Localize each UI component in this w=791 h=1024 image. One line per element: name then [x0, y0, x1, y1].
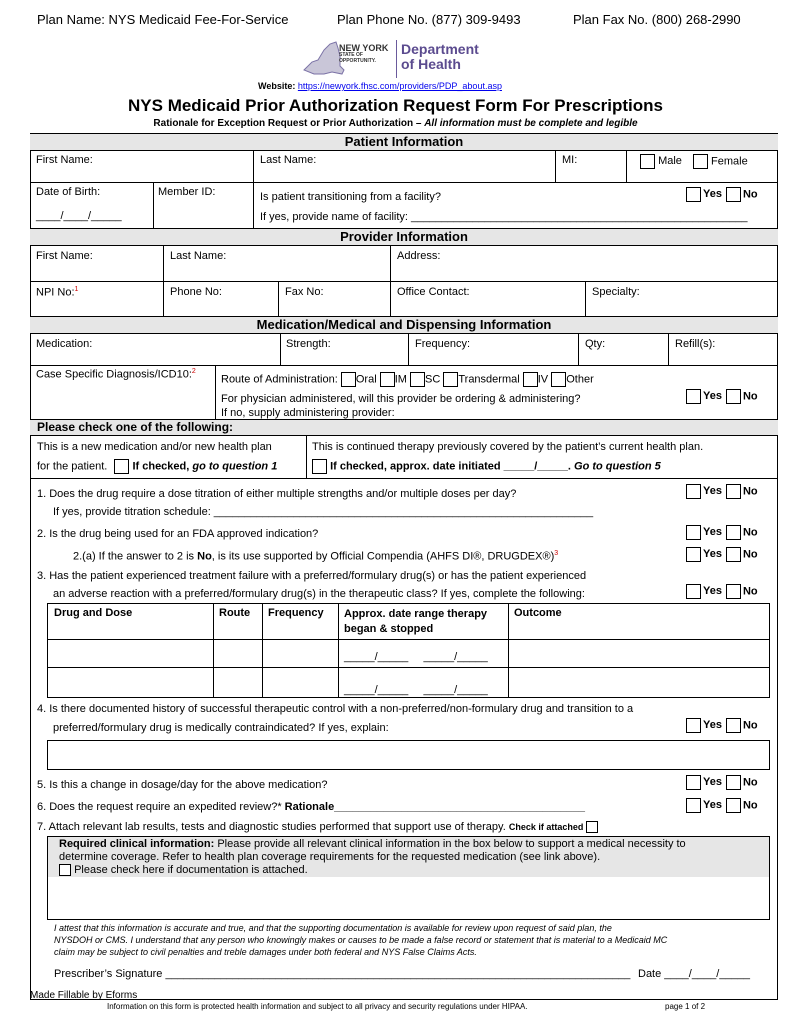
route-transdermal-checkbox[interactable]: [443, 372, 458, 387]
physician-no-checkbox[interactable]: [726, 389, 741, 404]
route-sc-checkbox[interactable]: [410, 372, 425, 387]
physician-yes-no: Yes No: [686, 389, 758, 404]
form-title: NYS Medicaid Prior Authorization Request Form For Prescriptions: [128, 96, 663, 115]
provider-fax-label: Fax No:: [285, 286, 324, 298]
q1-yes-no: Yes No: [686, 484, 758, 499]
attest-line-1: I attest that this information is accurate and true, and that the supporting documentation is available for review upon request of said plan, the: [54, 923, 612, 933]
q3-yes-checkbox[interactable]: [686, 584, 701, 599]
clinical-line-1: Required clinical information: Please provide all relevant clinical information in the box below to support a medical necessity to: [59, 838, 686, 850]
provider-phone-label: Phone No:: [170, 286, 222, 298]
q4-no-checkbox[interactable]: [726, 718, 741, 733]
plan-name: Plan Name: NYS Medicaid Fee-For-Service: [37, 12, 289, 27]
provider-first-name-label: First Name:: [36, 250, 93, 262]
patient-section-header: Patient Information: [30, 133, 778, 151]
medication-section-header: Medication/Medical and Dispensing Information: [30, 316, 778, 334]
continued-therapy-text: This is continued therapy previously covered by the patient’s current health plan.: [312, 441, 704, 453]
qty-label: Qty:: [585, 338, 606, 350]
made-fillable-note: Made Fillable by Eforms: [30, 990, 138, 1001]
route-other-checkbox[interactable]: [551, 372, 566, 387]
route-iv-checkbox[interactable]: [523, 372, 538, 387]
q2a-yes-no: Yes No: [686, 547, 758, 562]
question-2: 2. Is the drug being used for an FDA approved indication?: [37, 528, 319, 540]
member-id-label: Member ID:: [158, 186, 216, 198]
strength-label: Strength:: [286, 338, 331, 350]
q2a-yes-checkbox[interactable]: [686, 547, 701, 562]
clinical-line-2: determine coverage. Refer to health plan coverage requirements for the requested medication (see link above).: [59, 851, 601, 863]
patient-last-name-label: Last Name:: [260, 154, 317, 166]
route-row: Route of Administration: Oral IM SC Transdermal IV Other: [221, 373, 594, 386]
q1-no-checkbox[interactable]: [726, 484, 741, 499]
medication-label: Medication:: [36, 338, 93, 350]
question-4-line2: preferred/formulary drug is medically contraindicated? If yes, explain:: [53, 722, 389, 734]
col-route: Route: [219, 607, 251, 619]
signature-date-field[interactable]: Date ____/____/_____: [638, 968, 750, 980]
provider-address-label: Address:: [397, 250, 441, 262]
physician-yes-checkbox[interactable]: [686, 389, 701, 404]
frequency-label: Frequency:: [415, 338, 471, 350]
new-medication-text: This is a new medication and/or new health plan: [37, 441, 272, 453]
clinical-check-row: Please check here if documentation is attached.: [59, 864, 308, 876]
patient-first-name-label: First Name:: [36, 154, 93, 166]
question-7: 7. Attach relevant lab results, tests and diagnostic studies performed that support use of therapy. Check if attached: [37, 821, 598, 833]
plan-fax: Plan Fax No. (800) 268-2990: [573, 12, 741, 27]
clinical-info-textarea[interactable]: [48, 878, 769, 919]
transition-yes-checkbox[interactable]: [686, 187, 701, 202]
provider-last-name-label: Last Name:: [170, 250, 227, 262]
q6-yes-checkbox[interactable]: [686, 798, 701, 813]
q5-yes-no: Yes No: [686, 775, 758, 790]
documentation-attached-checkbox[interactable]: [59, 864, 71, 876]
specialty-label: Specialty:: [592, 286, 640, 298]
transition-no-checkbox[interactable]: [726, 187, 741, 202]
rationale-field[interactable]: Rationale_________________________________________: [284, 801, 586, 813]
question-6: 6. Does the request require an expedited review?* Rationale_________________________________________: [37, 801, 586, 813]
new-medication-row: for the patient. If checked, go to question 1: [37, 460, 278, 473]
titration-schedule-field[interactable]: If yes, provide titration schedule: ______________________________________________________________: [53, 506, 594, 518]
transition-question: Is patient transitioning from a facility?: [260, 191, 441, 203]
q2-no-checkbox[interactable]: [726, 525, 741, 540]
check-one-heading: Please check one of the following:: [37, 420, 234, 434]
new-medication-checkbox[interactable]: [114, 459, 129, 474]
q2-yes-no: Yes No: [686, 525, 758, 540]
continued-therapy-row: If checked, approx. date initiated _____/_____. Go to question 5: [312, 459, 661, 474]
office-contact-label: Office Contact:: [397, 286, 470, 298]
col-frequency: Frequency: [268, 607, 324, 619]
website-line: Website: https://newyork.fhsc.com/providers/PDP_about.asp: [258, 81, 502, 91]
ny-logo-text: NEW YORK STATE OF OPPORTUNITY.: [339, 43, 389, 64]
table-row-1-dates[interactable]: _____/_____ _____/_____: [344, 651, 488, 663]
q4-yes-no: Yes No: [686, 718, 758, 733]
col-drug-dose: Drug and Dose: [54, 607, 133, 619]
diagnosis-label: Case Specific Diagnosis/ICD10:$^2$: [36, 368, 196, 381]
nys-doh-logo: [302, 38, 492, 80]
facility-name-field[interactable]: If yes, provide name of facility: _______________________________________________________: [260, 211, 748, 223]
refills-label: Refill(s):: [675, 338, 716, 350]
npi-label: NPI No:$^1$: [36, 286, 79, 299]
question-1: 1. Does the drug require a dose titration of either multiple strengths and/or multiple doses per day?: [37, 488, 517, 500]
provider-section-header: Provider Information: [30, 228, 778, 246]
q7-attached-checkbox[interactable]: [586, 821, 598, 833]
route-label: Route of Administration:: [221, 373, 338, 386]
q6-no-checkbox[interactable]: [726, 798, 741, 813]
male-label: Male: [658, 155, 682, 168]
col-outcome: Outcome: [514, 607, 562, 619]
physician-admin-question: For physician administered, will this provider be ordering & administering?: [221, 393, 581, 405]
continued-therapy-checkbox[interactable]: [312, 459, 327, 474]
hipaa-notice: Information on this form is protected health information and subject to all privacy and security regulations under HIPAA.: [107, 1002, 528, 1011]
attest-line-2: NYSDOH or CMS. I understand that any person who knowingly makes or causes to be made a false record or statement that is material to a Medicaid MC: [54, 935, 668, 945]
question-4-line1: 4. Is there documented history of successful therapeutic control with a non-preferred/non-formulary drug and transition to a: [37, 703, 634, 715]
q3-no-checkbox[interactable]: [726, 584, 741, 599]
form-subtitle: Rationale for Exception Request or Prior Authorization – All information must be complete and legible: [153, 118, 638, 129]
dob-field[interactable]: ____/____/_____: [36, 210, 122, 222]
admin-provider-field[interactable]: If no, supply administering provider:: [221, 407, 395, 419]
q3-yes-no: Yes No: [686, 584, 758, 599]
col-date-range: Approx. date range therapy began & stopped: [344, 608, 488, 635]
question-2a: 2.(a) If the answer to 2 is No, is its use supported by Official Compendia (AHFS DI®, DRUGDEX®)$^3$: [73, 550, 559, 563]
male-checkbox[interactable]: [640, 154, 655, 169]
question-5: 5. Is this a change in dosage/day for the above medication?: [37, 779, 328, 791]
patient-mi-label: MI:: [562, 154, 578, 166]
female-label: Female: [711, 155, 748, 168]
female-checkbox[interactable]: [693, 154, 708, 169]
q5-yes-checkbox[interactable]: [686, 775, 701, 790]
page-number: page 1 of 2: [665, 1002, 706, 1011]
website-link[interactable]: https://newyork.fhsc.com/providers/PDP_about.asp: [297, 81, 502, 91]
q5-no-checkbox[interactable]: [726, 775, 741, 790]
attest-line-3: claim may be subject to civil penalties and treble damages under both federal and NYS False Claims Acts.: [54, 947, 477, 957]
q4-yes-checkbox[interactable]: [686, 718, 701, 733]
route-im-checkbox[interactable]: [380, 372, 395, 387]
table-row-2-dates[interactable]: _____/_____ _____/_____: [344, 684, 488, 696]
plan-phone: Plan Phone No. (877) 309-9493: [337, 12, 521, 27]
logo-divider: [396, 40, 397, 78]
q2-yes-checkbox[interactable]: [686, 525, 701, 540]
question-3-line2: an adverse reaction with a preferred/formulary drug(s) in the therapeutic class? If yes, complete the following:: [53, 588, 585, 600]
dept-of-health-text: Department of Health: [401, 41, 479, 72]
q4-explain-textarea[interactable]: [47, 740, 770, 770]
q1-yes-checkbox[interactable]: [686, 484, 701, 499]
prescriber-signature-field[interactable]: Prescriber’s Signature ____________________________________________________________________________: [54, 968, 631, 980]
q2a-no-checkbox[interactable]: [726, 547, 741, 562]
transition-yes-no: Yes No: [686, 187, 758, 202]
route-oral-checkbox[interactable]: [341, 372, 356, 387]
dob-label: Date of Birth:: [36, 186, 101, 198]
q6-yes-no: Yes No: [686, 798, 758, 813]
gender-options: [640, 154, 748, 169]
question-3-line1: 3. Has the patient experienced treatment failure with a preferred/formulary drug(s) or has the patient experienced: [37, 570, 587, 582]
